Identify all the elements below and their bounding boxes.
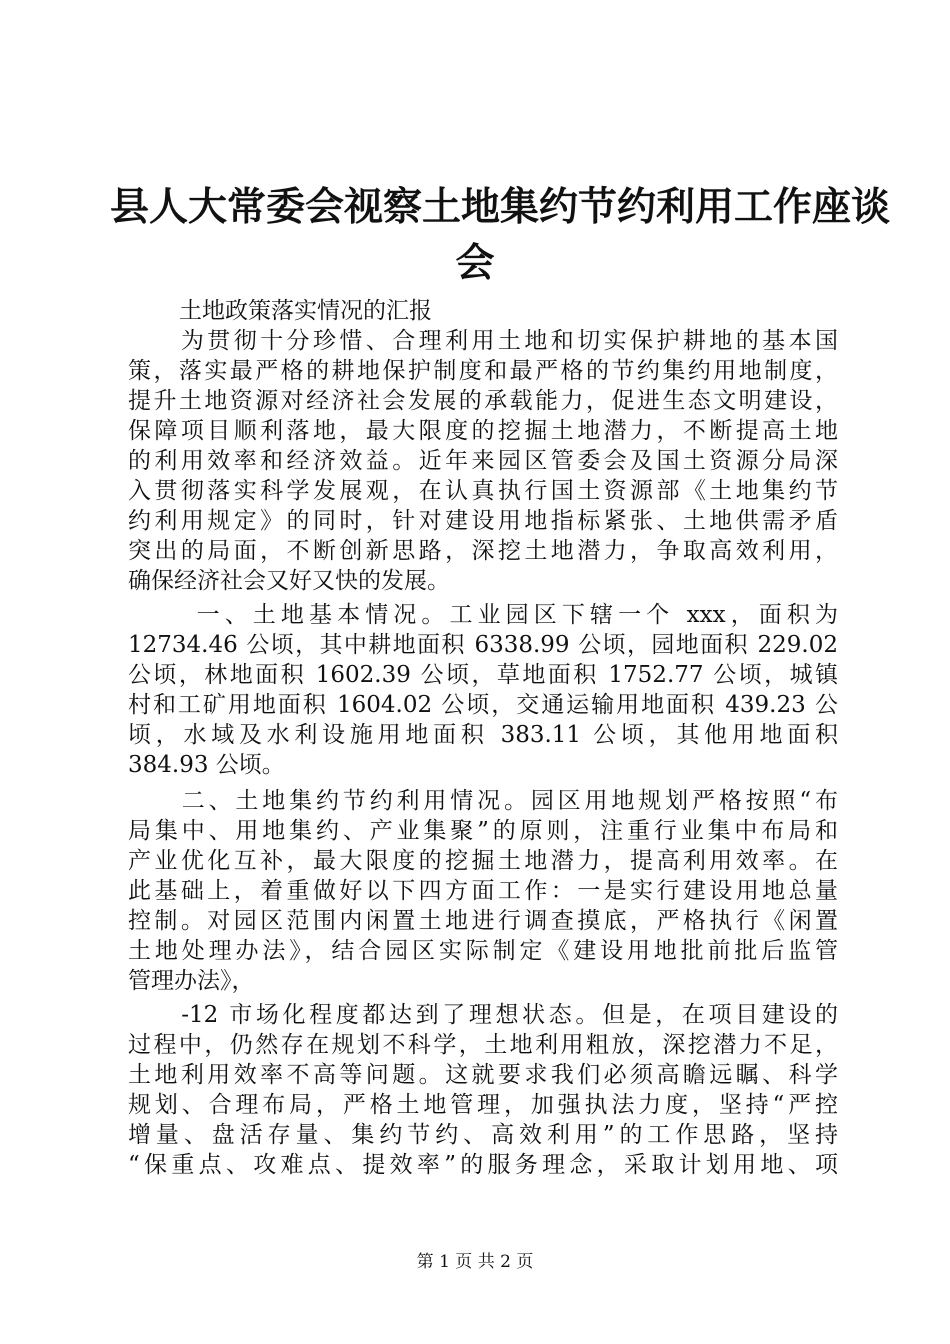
paragraph-problems bbox=[128, 1000, 838, 1180]
paragraph-line: 过程中，仍然存在规划不科学，土地利用粗放，深挖潜力不足， bbox=[128, 1032, 838, 1058]
paragraph-line: 的利用效率和经济效益。近年来园区管委会及国土资源分局深 bbox=[128, 448, 838, 474]
document-subtitle: 土地政策落实情况的汇报 bbox=[179, 298, 432, 324]
paragraph-line: 384.93 公顷。 bbox=[128, 752, 285, 778]
paragraph-line: 确保经济社会又好又快的发展。 bbox=[128, 568, 450, 594]
paragraph-line: 一、土地基本情况。工业园区下辖一个 xxx，面积为 bbox=[128, 602, 838, 628]
paragraph-line: 公顷，林地面积 1602.39 公顷，草地面积 1752.77 公顷，城镇 bbox=[128, 662, 838, 688]
paragraph-line: 此基础上，着重做好以下四方面工作：一是实行建设用地总量 bbox=[128, 878, 838, 904]
paragraph-land-use bbox=[128, 786, 838, 996]
page-number-footer: 第 1 页 共 2 页 bbox=[416, 1252, 534, 1272]
paragraph-line: 保障项目顺利落地，最大限度的挖掘土地潜力，不断提高土地 bbox=[128, 418, 838, 444]
paragraph-line: 管理办法》， bbox=[128, 968, 255, 994]
paragraph-line: 入贯彻落实科学发展观，在认真执行国土资源部《土地集约节 bbox=[128, 478, 838, 504]
paragraph-line: 顷，水域及水利设施用地面积 383.11 公顷，其他用地面积 bbox=[128, 722, 838, 748]
paragraph-land-basics bbox=[128, 600, 838, 780]
paragraph-line: 产业优化互补，最大限度的挖掘土地潜力，提高利用效率。在 bbox=[128, 848, 838, 874]
paragraph-line: 控制。对园区范围内闲置土地进行调查摸底，严格执行《闲置 bbox=[128, 908, 838, 934]
paragraph-line: 土地利用效率不高等问题。这就要求我们必须高瞻远瞩、科学 bbox=[128, 1062, 838, 1088]
paragraph-line: 策，落实最严格的耕地保护制度和最严格的节约集约用地制度， bbox=[128, 358, 838, 384]
paragraph-line: 约利用规定》的同时，针对建设用地指标紧张、土地供需矛盾 bbox=[128, 508, 838, 534]
paragraph-line: 突出的局面，不断创新思路，深挖土地潜力，争取高效利用， bbox=[128, 538, 838, 564]
paragraph-line: 局集中、用地集约、产业集聚”的原则，注重行业集中布局和 bbox=[128, 818, 838, 844]
paragraph-line: 为贯彻十分珍惜、合理利用土地和切实保护耕地的基本国 bbox=[128, 328, 838, 354]
paragraph-intro bbox=[128, 326, 838, 596]
paragraph-line: “保重点、攻难点、提效率”的服务理念，采取计划用地、项 bbox=[128, 1152, 838, 1178]
paragraph-line: 村和工矿用地面积 1604.02 公顷，交通运输用地面积 439.23 公 bbox=[128, 692, 838, 718]
paragraph-line: 12734.46 公顷，其中耕地面积 6338.99 公顷，园地面积 229.02 bbox=[128, 632, 838, 658]
paragraph-line: 土地处理办法》，结合园区实际制定《建设用地批前批后监管 bbox=[128, 938, 838, 964]
paragraph-line: 二、土地集约节约利用情况。园区用地规划严格按照“布 bbox=[128, 788, 838, 814]
paragraph-line: -12 市场化程度都达到了理想状态。但是，在项目建设的 bbox=[128, 1002, 838, 1028]
paragraph-line: 增量、盘活存量、集约节约、高效利用”的工作思路，坚持 bbox=[128, 1122, 838, 1148]
paragraph-line: 规划、合理布局，严格土地管理，加强执法力度，坚持“严控 bbox=[128, 1092, 838, 1118]
document-title-line-2: 会 bbox=[455, 241, 495, 286]
paragraph-line: 提升土地资源对经济社会发展的承载能力，促进生态文明建设， bbox=[128, 388, 838, 414]
document-title-line-1: 县人大常委会视察土地集约节约利用工作座谈 bbox=[110, 185, 891, 230]
